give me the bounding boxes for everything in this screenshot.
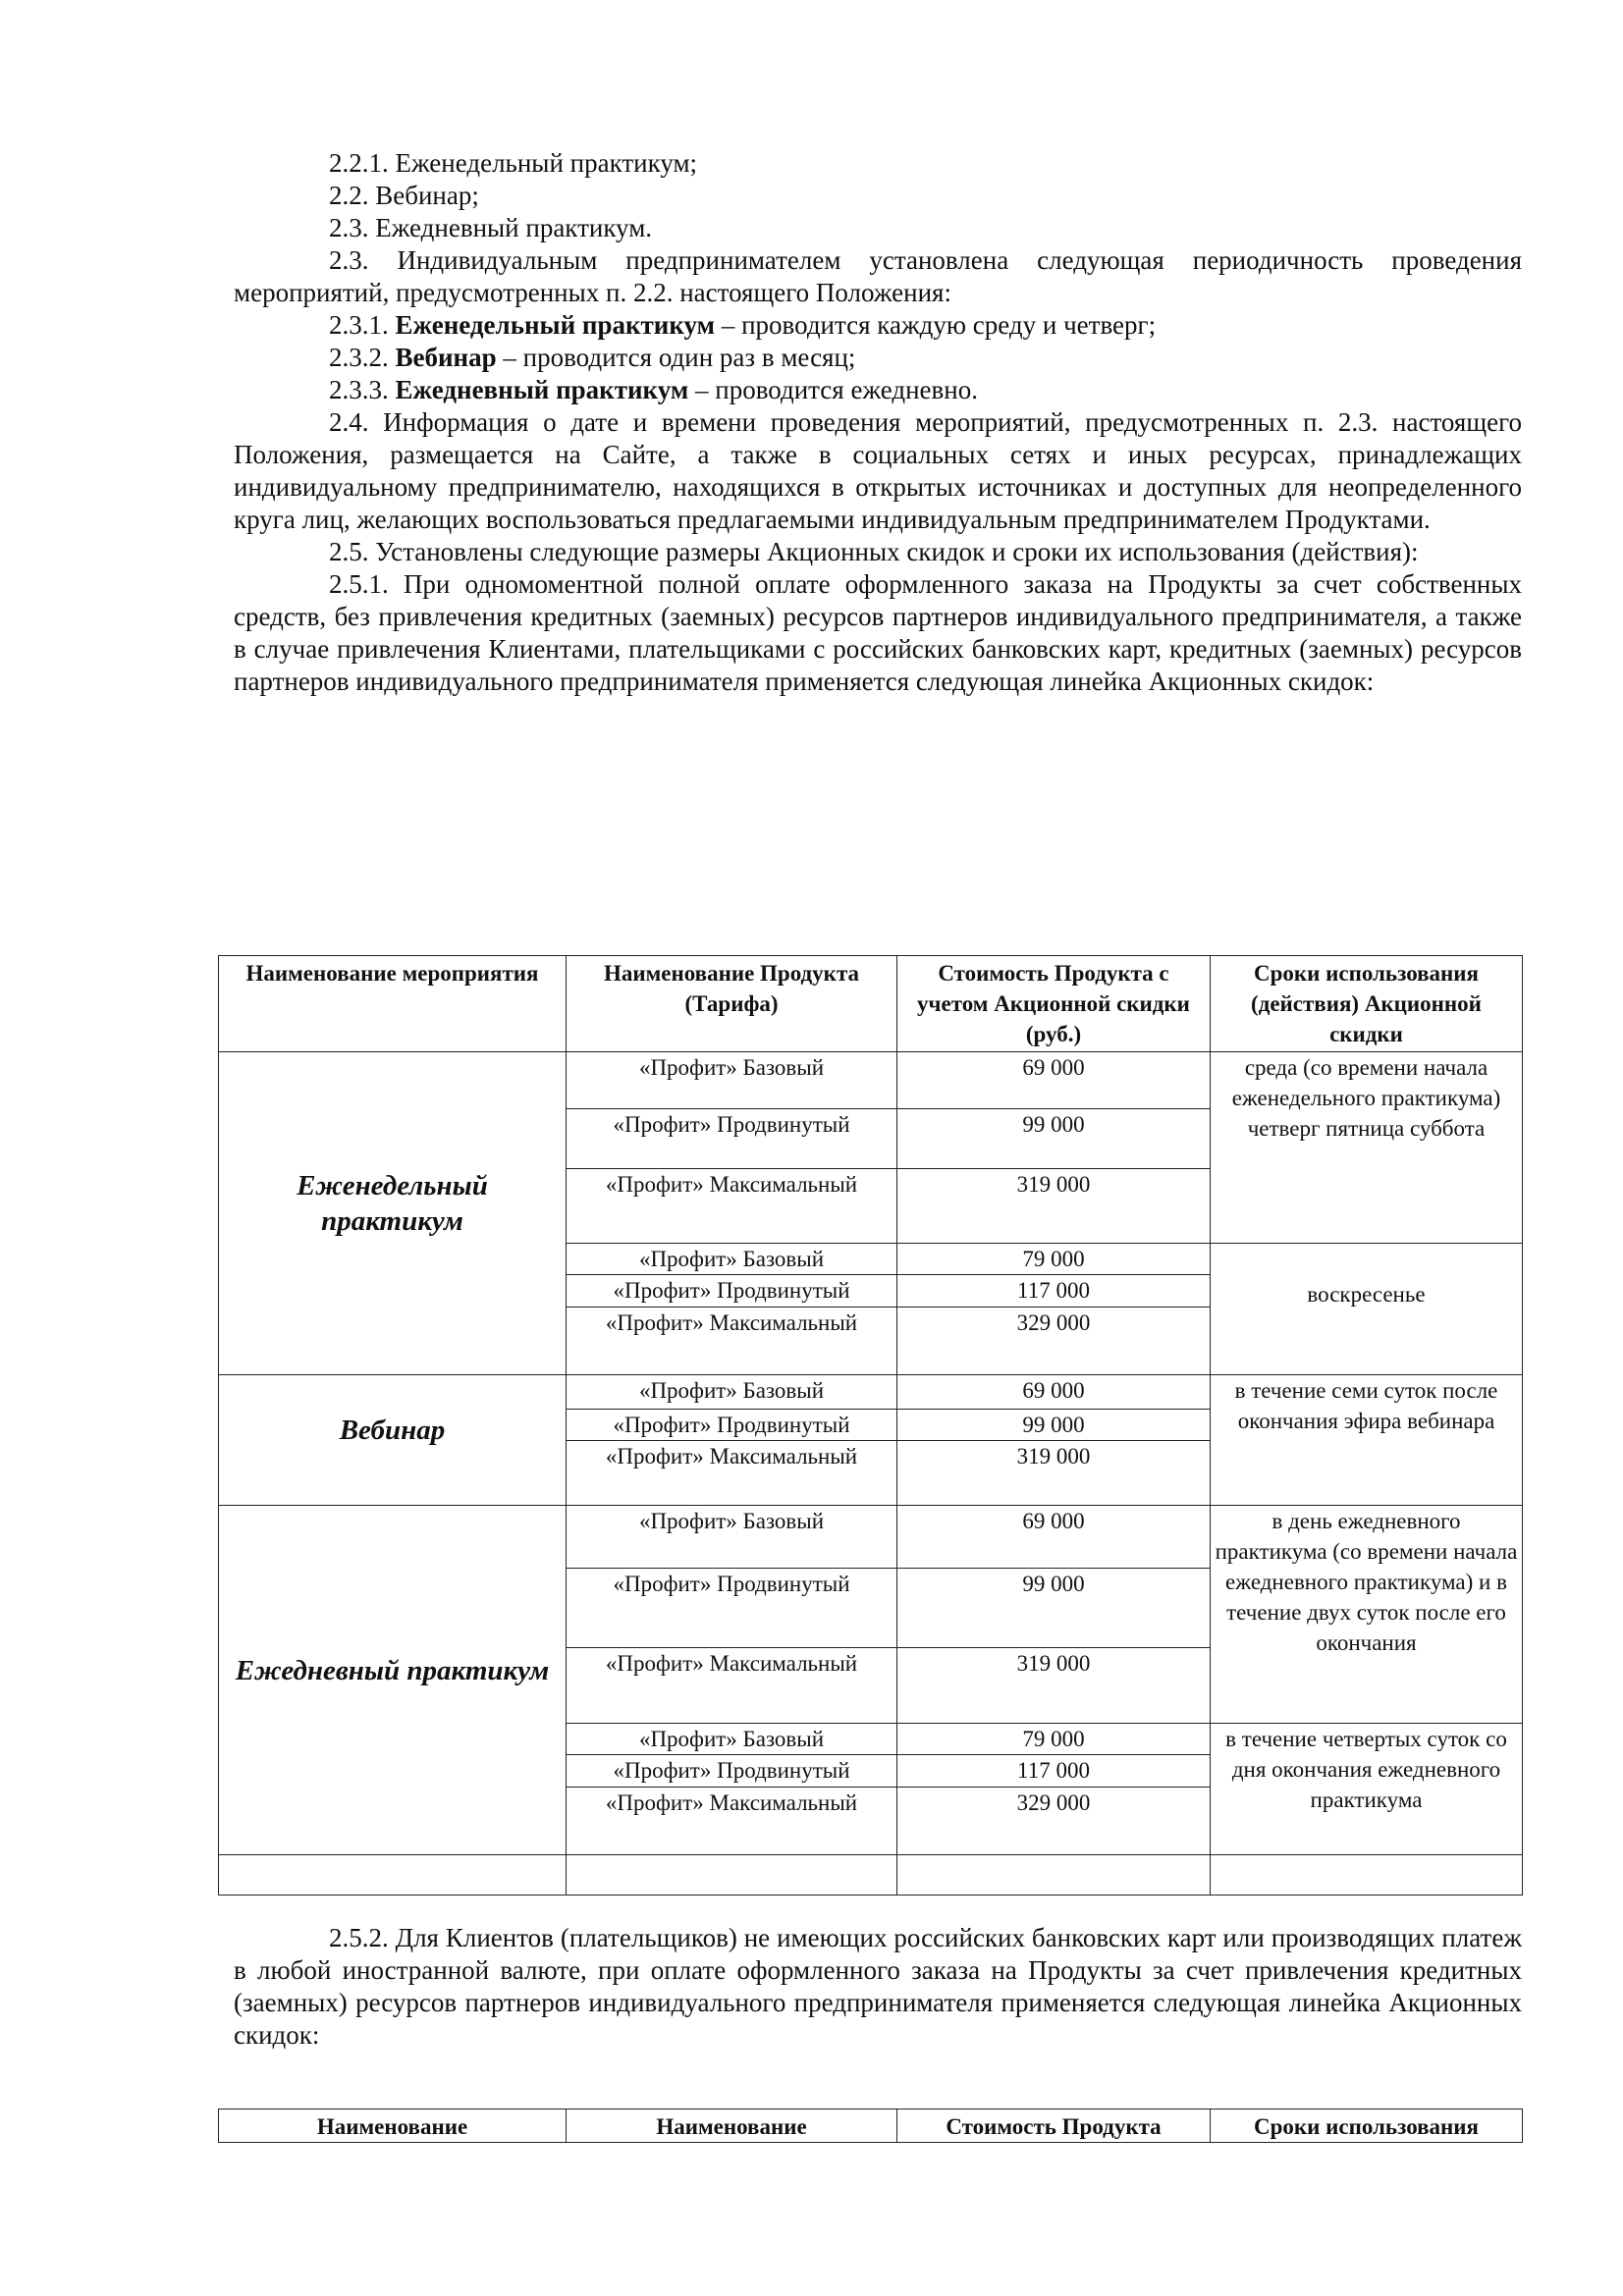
- table-header-row: [219, 2109, 1523, 2143]
- schedule-item-daily: [234, 374, 1522, 406]
- price-cell: 69 000: [897, 1506, 1211, 1569]
- price-cell: 69 000: [897, 1375, 1211, 1410]
- terms-cell: в день ежедневного практикума (со времени начала ежедневного практикума) и в течение двух суток после его окончания: [1211, 1506, 1523, 1724]
- terms-cell: воскресенье: [1211, 1244, 1523, 1375]
- empty-cell: [219, 1855, 567, 1896]
- paragraph-2-5-1: 2.5.1. При одномоментной полной оплате оформленного заказа на Продукты за счет собственных средств, без привлечения кредитных (заемных) ресурсов партнеров индивидуального предпринимателя, а также в случае привлечения Клиентами, плательщиками с российских банковских карт, кредитных (заемных) ресурсов партнеров индивидуального предпринимателя применяется следующая линейка Акционных скидок:: [234, 569, 1522, 696]
- paragraph-2-5-2: 2.5.2. Для Клиентов (плательщиков) не имеющих российских банковских карт или производящих платеж в любой иностранной валюте, при оплате оформленного заказа на Продукты за счет привлечения кредитных (заемных) ресурсов партнеров индивидуального предпринимателя применяется следующая линейка Акционных скидок:: [234, 1923, 1522, 2050]
- price-cell: 319 000: [897, 1169, 1211, 1244]
- price-cell: 99 000: [897, 1109, 1211, 1169]
- product-cell: «Профит» Максимальный: [567, 1169, 897, 1244]
- header-event: Наименование мероприятия: [219, 956, 567, 1052]
- schedule-event: Ежедневный практикум: [395, 375, 689, 404]
- event-weekly: Еженедельный практикум: [219, 1052, 567, 1375]
- header-terms: Сроки использования: [1211, 2109, 1523, 2143]
- product-cell: «Профит» Продвинутый: [567, 1410, 897, 1441]
- table-header-row: [219, 956, 1523, 1052]
- schedule-desc: – проводится каждую среду и четверг;: [715, 310, 1157, 340]
- product-cell: «Профит» Базовый: [567, 1244, 897, 1275]
- product-cell: «Профит» Базовый: [567, 1506, 897, 1569]
- product-cell: «Профит» Базовый: [567, 1724, 897, 1755]
- item-2-3-list: 2.3. Ежедневный практикум.: [329, 213, 653, 242]
- price-cell: 99 000: [897, 1410, 1211, 1441]
- item-2-2: 2.2. Вебинар;: [329, 181, 479, 210]
- header-terms: Сроки использования (действия) Акционной скидки: [1211, 956, 1523, 1052]
- table-row: [219, 1506, 1523, 1569]
- schedule-event: Вебинар: [395, 343, 497, 372]
- product-cell: «Профит» Продвинутый: [567, 1569, 897, 1648]
- price-cell: 99 000: [897, 1569, 1211, 1648]
- terms-cell: среда (со времени начала еженедельного практикума) четверг пятница суббота: [1211, 1052, 1523, 1244]
- price-cell: 329 000: [897, 1788, 1211, 1855]
- item-2-2-1: 2.2.1. Еженедельный практикум;: [329, 148, 698, 178]
- price-cell: 117 000: [897, 1755, 1211, 1788]
- price-cell: 79 000: [897, 1244, 1211, 1275]
- table-empty-row: [219, 1855, 1523, 1896]
- discount-table-2: [218, 2109, 1523, 2143]
- paragraph-2-4: 2.4. Информация о дате и времени проведения мероприятий, предусмотренных п. 2.3. настоящего Положения, размещается на Сайте, а также в социальных сетях и иных ресурсах, принадлежащих индивидуальному предпринимателю, находящихся в открытых источниках и доступных для неопределенного круга лиц, желающих воспользоваться предлагаемыми индивидуальным предпринимателем Продуктами.: [234, 407, 1522, 534]
- schedule-desc: – проводится один раз в месяц;: [496, 343, 856, 372]
- terms-cell: в течение семи суток после окончания эфира вебинара: [1211, 1375, 1523, 1506]
- header-price: Стоимость Продукта с учетом Акционной скидки (руб.): [897, 956, 1211, 1052]
- product-cell: «Профит» Продвинутый: [567, 1275, 897, 1308]
- schedule-item-weekly: [234, 309, 1522, 342]
- empty-cell: [1211, 1855, 1523, 1896]
- table-row: [219, 1375, 1523, 1410]
- header-product: Наименование: [567, 2109, 897, 2143]
- header-product: Наименование Продукта (Тарифа): [567, 956, 897, 1052]
- header-price: Стоимость Продукта: [897, 2109, 1211, 2143]
- schedule-num: 2.3.2.: [329, 343, 396, 372]
- product-cell: «Профит» Максимальный: [567, 1308, 897, 1375]
- header-event: Наименование: [219, 2109, 567, 2143]
- product-cell: «Профит» Продвинутый: [567, 1755, 897, 1788]
- event-webinar: Вебинар: [219, 1375, 567, 1506]
- price-cell: 319 000: [897, 1441, 1211, 1506]
- product-cell: «Профит» Максимальный: [567, 1441, 897, 1506]
- empty-cell: [897, 1855, 1211, 1896]
- price-cell: 69 000: [897, 1052, 1211, 1109]
- price-cell: 319 000: [897, 1648, 1211, 1724]
- paragraph-2-5: 2.5. Установлены следующие размеры Акционных скидок и сроки их использования (действия):: [329, 537, 1419, 566]
- price-cell: 117 000: [897, 1275, 1211, 1308]
- empty-cell: [567, 1855, 897, 1896]
- product-cell: «Профит» Базовый: [567, 1375, 897, 1410]
- product-cell: «Профит» Базовый: [567, 1052, 897, 1109]
- price-cell: 329 000: [897, 1308, 1211, 1375]
- schedule-event: Еженедельный практикум: [395, 310, 716, 340]
- terms-cell: в течение четвертых суток со дня окончания ежедневного практикума: [1211, 1724, 1523, 1855]
- schedule-item-webinar: [234, 342, 1522, 374]
- product-cell: «Профит» Продвинутый: [567, 1109, 897, 1169]
- product-cell: «Профит» Максимальный: [567, 1788, 897, 1855]
- paragraph-2-3: 2.3. Индивидуальным предпринимателем установлена следующая периодичность проведения мероприятий, предусмотренных п. 2.2. настоящего Положения:: [234, 245, 1522, 307]
- price-cell: 79 000: [897, 1724, 1211, 1755]
- document-page: [234, 147, 1522, 698]
- schedule-num: 2.3.3.: [329, 375, 396, 404]
- schedule-num: 2.3.1.: [329, 310, 396, 340]
- schedule-desc: – проводится ежедневно.: [688, 375, 978, 404]
- discount-table-1: [218, 955, 1523, 1896]
- product-cell: «Профит» Максимальный: [567, 1648, 897, 1724]
- table-row: [219, 1052, 1523, 1109]
- event-daily: Ежедневный практикум: [219, 1506, 567, 1855]
